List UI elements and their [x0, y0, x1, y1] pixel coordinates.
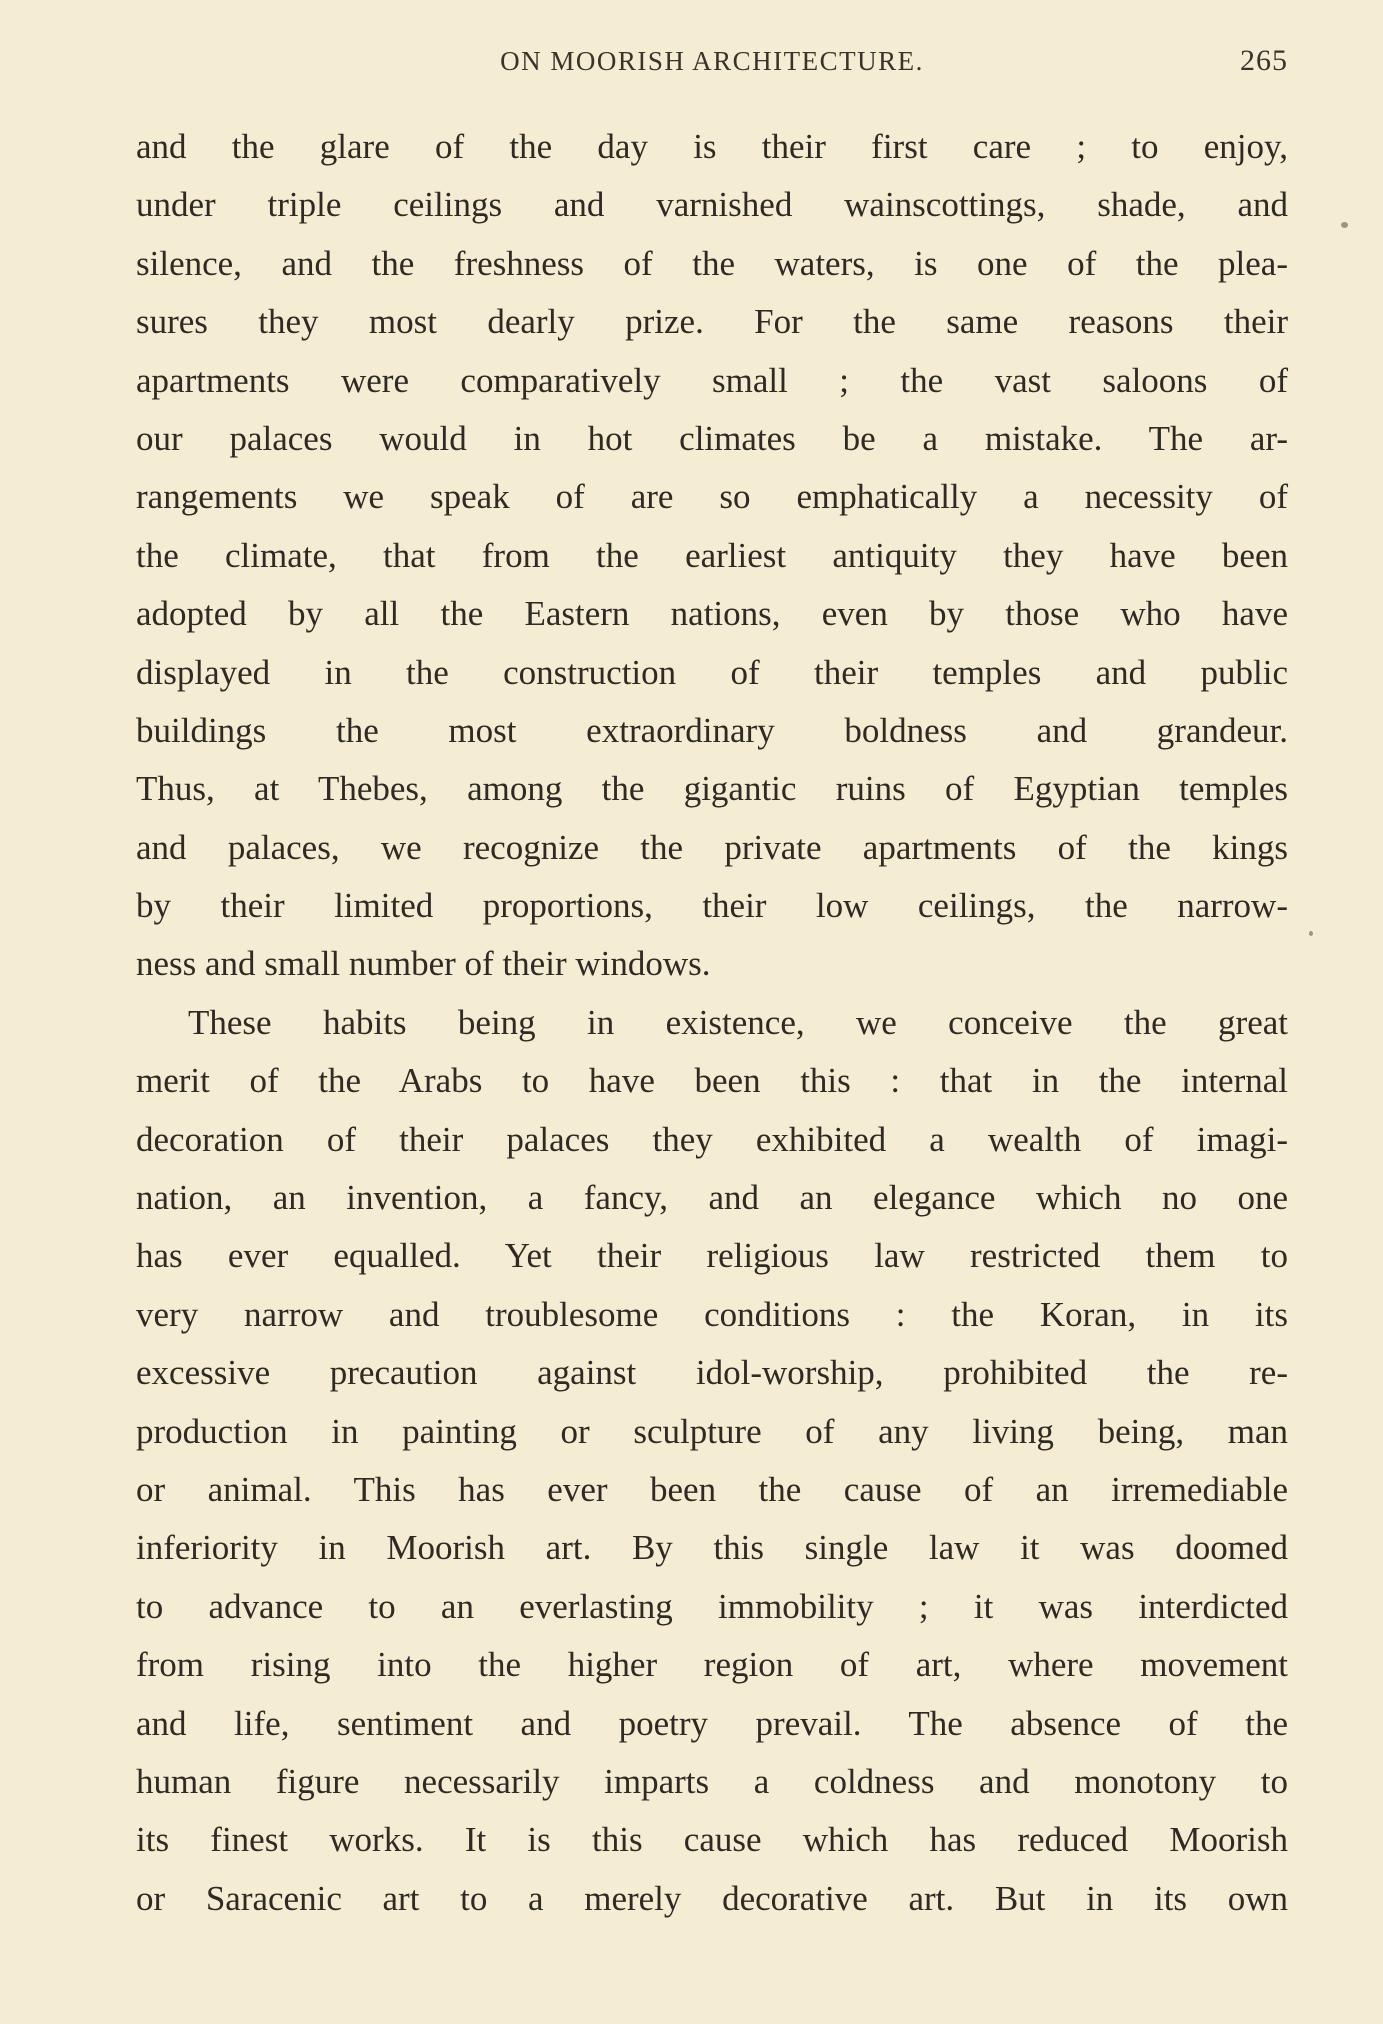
text-line: by their limited proportions, their low ceilings, the narrow-	[136, 886, 1288, 926]
text-line: under triple ceilings and varnished wainscottings, shade, and	[136, 185, 1288, 225]
text-line: the climate, that from the earliest antiquity they have been	[136, 535, 1288, 575]
text-line: apartments were comparatively small ; the vast saloons of	[136, 360, 1288, 400]
text-line: or animal. This has ever been the cause of an irremediable	[136, 1469, 1288, 1509]
text-line: ness and small number of their windows.	[136, 944, 711, 984]
text-line: These habits being in existence, we conceive the great	[188, 1002, 1288, 1042]
paper-speck	[1309, 931, 1313, 936]
text-line: Thus, at Thebes, among the gigantic ruins of Egyptian temples	[136, 769, 1288, 809]
text-line: decoration of their palaces they exhibited a wealth of imagi-	[136, 1119, 1288, 1159]
text-line: has ever equalled. Yet their religious law restricted them to	[136, 1236, 1288, 1276]
text-line: silence, and the freshness of the waters, is one of the plea-	[136, 243, 1288, 283]
text-line: and palaces, we recognize the private apartments of the kings	[136, 827, 1288, 867]
paper-speck	[1341, 222, 1348, 228]
text-line: sures they most dearly prize. For the same reasons their	[136, 302, 1288, 342]
text-line: or Saracenic art to a merely decorative art. But in its own	[136, 1878, 1288, 1918]
text-line: to advance to an everlasting immobility ; it was interdicted	[136, 1586, 1288, 1626]
text-line: nation, an invention, a fancy, and an elegance which no one	[136, 1178, 1288, 1218]
text-line: buildings the most extraordinary boldness and grandeur.	[136, 710, 1288, 750]
body-text	[136, 118, 1288, 1928]
running-head	[136, 40, 1288, 84]
text-line: inferiority in Moorish art. By this single law it was doomed	[136, 1528, 1288, 1568]
text-line: our palaces would in hot climates be a mistake. The ar-	[136, 418, 1288, 458]
text-line: its finest works. It is this cause which has reduced Moorish	[136, 1820, 1288, 1860]
running-title: ON MOORISH ARCHITECTURE.	[500, 46, 924, 76]
text-line: from rising into the higher region of art, where movement	[136, 1645, 1288, 1685]
text-line: excessive precaution against idol-worship, prohibited the re-	[136, 1353, 1288, 1393]
text-line: very narrow and troublesome conditions : the Koran, in its	[136, 1294, 1288, 1334]
text-line: and the glare of the day is their first care ; to enjoy,	[136, 127, 1288, 166]
text-line: displayed in the construction of their temples and public	[136, 652, 1288, 692]
text-line: merit of the Arabs to have been this : that in the internal	[136, 1061, 1288, 1101]
text-line: adopted by all the Eastern nations, even by those who have	[136, 594, 1288, 634]
text-line: and life, sentiment and poetry prevail. The absence of the	[136, 1703, 1288, 1743]
text-line: human figure necessarily imparts a coldness and monotony to	[136, 1761, 1288, 1801]
text-line: production in painting or sculpture of any living being, man	[136, 1411, 1288, 1451]
page-number: 265	[1240, 44, 1288, 77]
text-line: rangements we speak of are so emphatically a necessity of	[136, 477, 1288, 517]
